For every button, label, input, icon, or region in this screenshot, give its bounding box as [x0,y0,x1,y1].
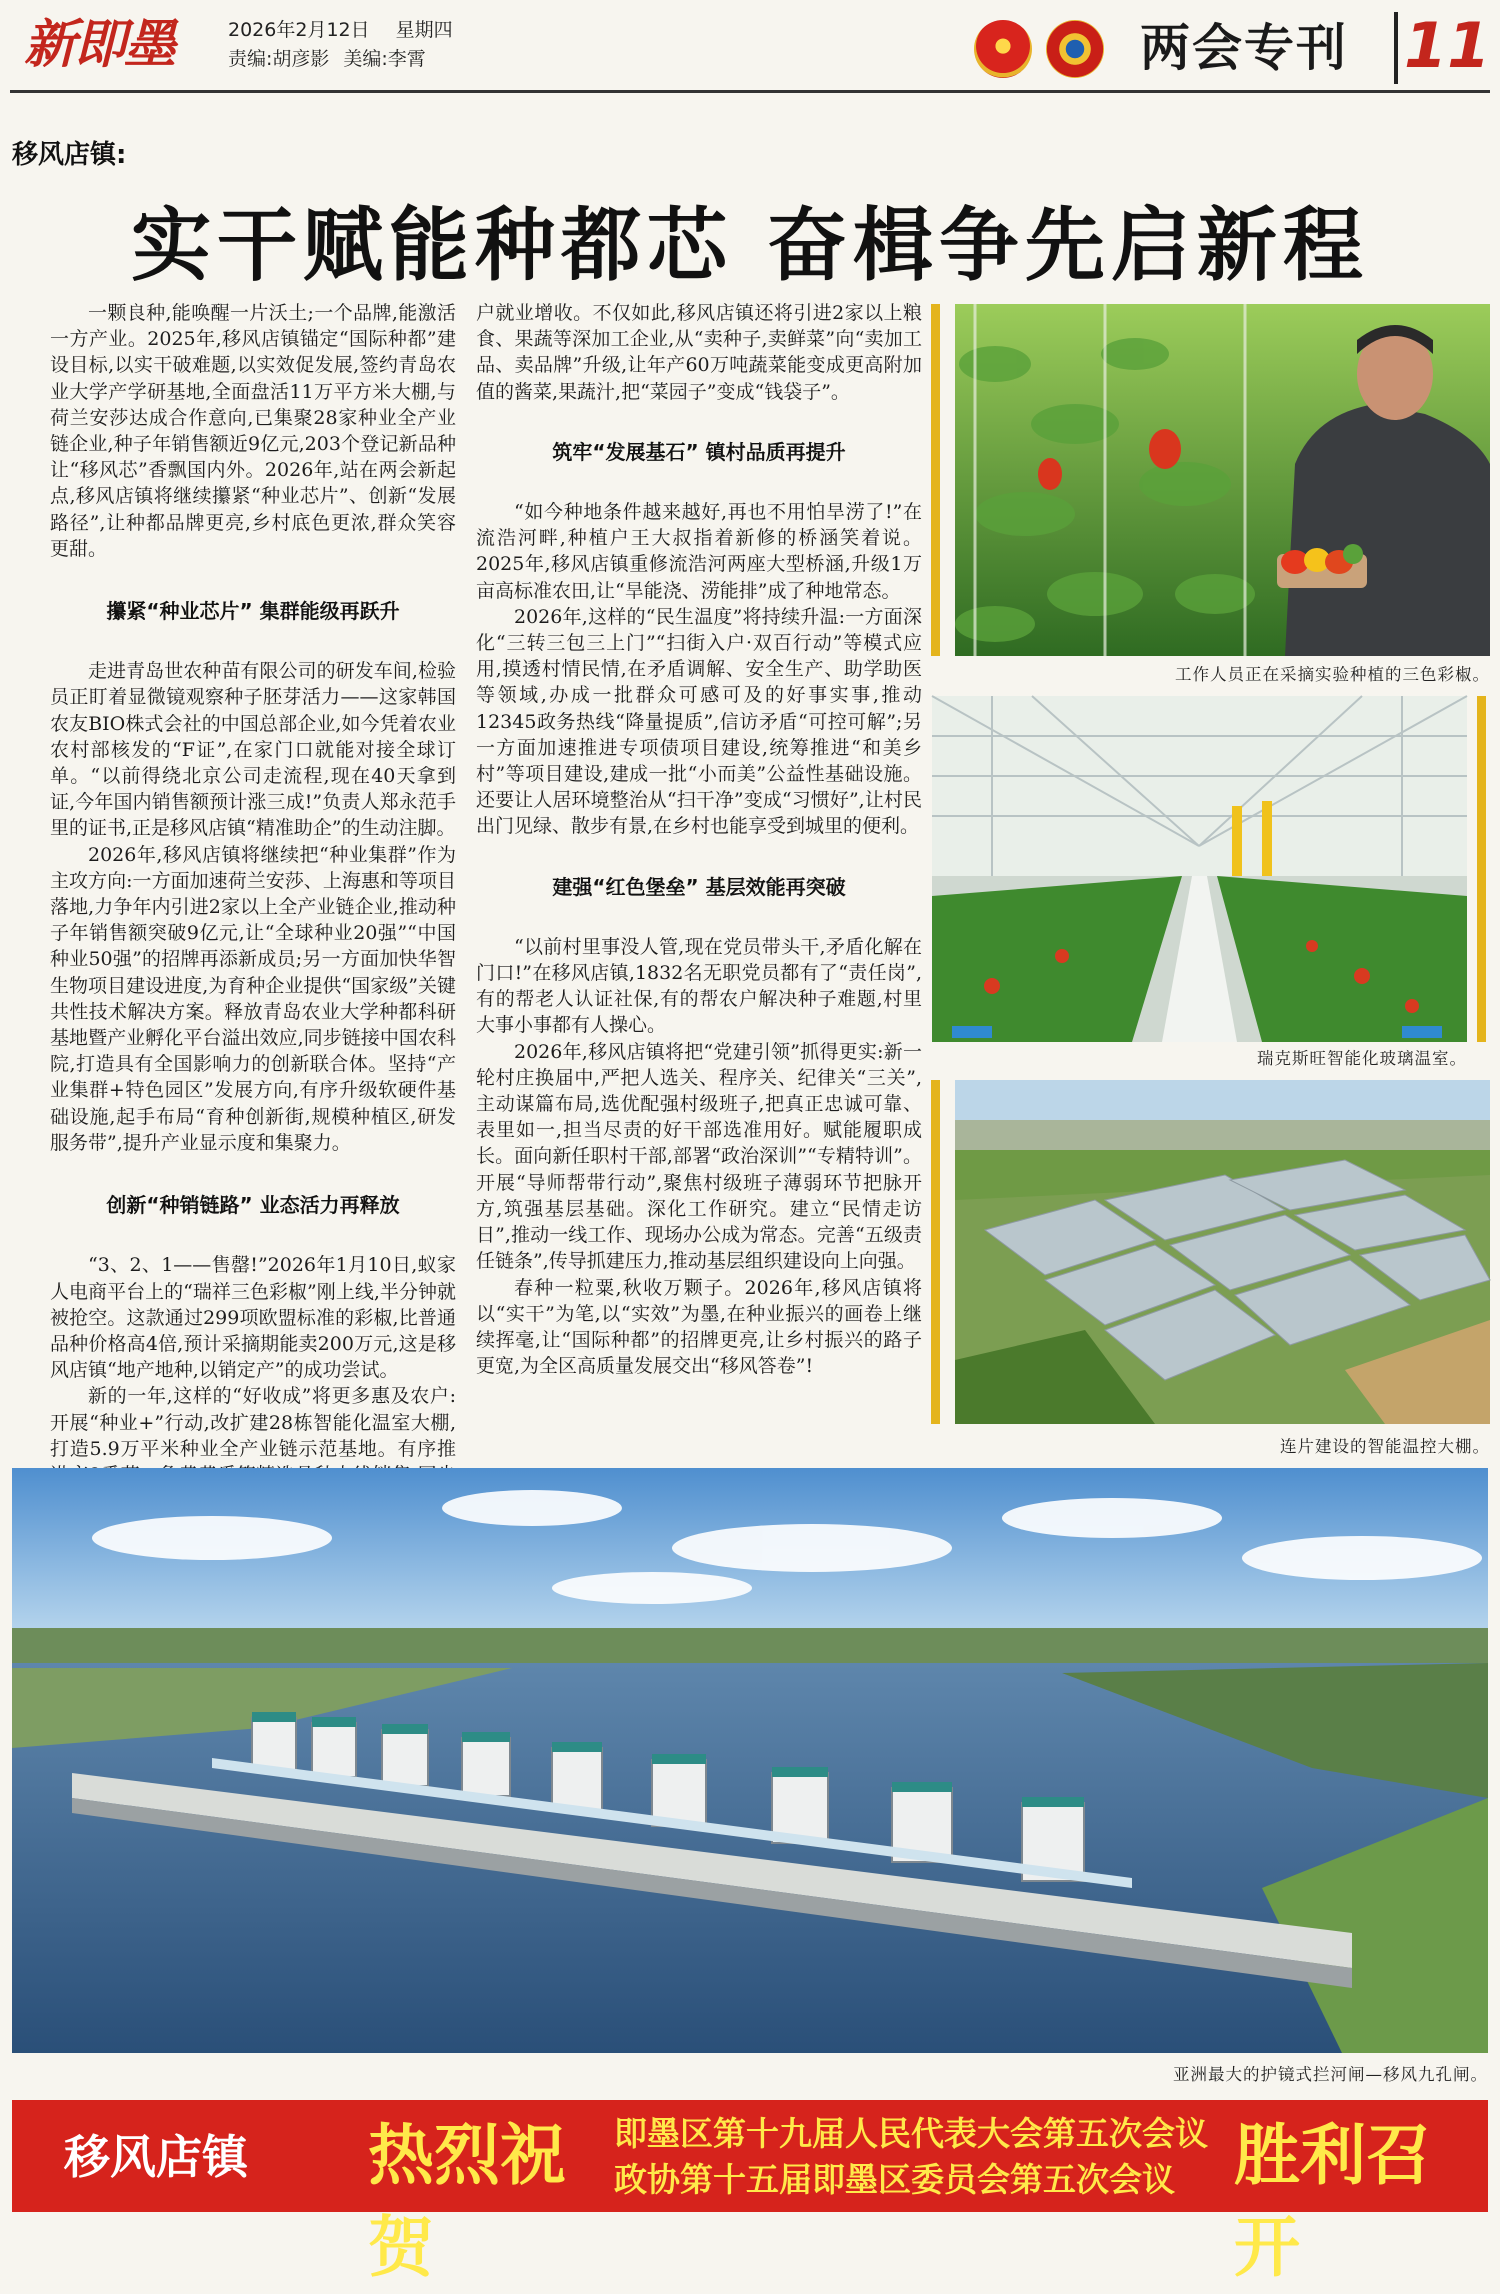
article-column-1 [50,300,456,1460]
masthead-logo: 新即墨 [24,14,175,75]
paragraph: “3、2、1——售罄!”2026年1月10日,蚁家人电商平台上的“瑞祥三色彩椒”刚上线,半分钟就被抢空。这款通过299项欧盟标准的彩椒,比普通品种价格高4倍,预计采摘期能卖200万元,这是移风店镇“地产地种,以销定产”的成功尝试。 [50,1254,456,1382]
header-divider [1394,12,1398,84]
page-number: 11 [1404,9,1491,82]
photo-glass-greenhouse [932,696,1467,1042]
section-title: 两会专刊 [1140,19,1348,77]
paragraph: 2026年,这样的“民生温度”将持续升温:一方面深化“三转三包三上门”“扫街入户·双百行动”等模式应用,摸透村情民情,在矛盾调解、安全生产、助学助医等领域,办成一批群众可感可及的好事实事,推动12345政务热线“降量提质”,信访矛盾“可控可解”;另一方面加速推进专项债项目建设,统筹推进“和美乡村”等项目建设,建成一批“小而美”公益性基础设施。还要让人居环境整治从“扫干净”变成“习惯好”,让村民出门见绿、散步有景,在乡村也能享受到城里的便利。 [476,605,922,838]
photo-caption: 瑞克斯旺智能化玻璃温室。 [1257,1049,1467,1068]
section-heading: 筑牢“发展基石” 镇村品质再提升 [552,439,846,464]
banner-meeting-line: 政协第十五届即墨区委员会第五次会议 [614,2160,1175,2199]
paragraph: 一颗良种,能唤醒一片沃土;一个品牌,能激活一方产业。2025年,移风店镇锚定“国际种都”建设目标,以实干破难题,以实效促发展,签约青岛农业大学产学研基地,全面盘活11万平方米大棚,与荷兰安莎达成合作意向,已集聚28家种业全产业链企业,种子年销售额近9亿元,203个登记新品种让“移风芯”香飘国内外。2026年,站在两会新起点,移风店镇将继续攥紧“种业芯片”、创新“发展路径”,让种都品牌更亮,乡村底色更浓,群众笑容更甜。 [50,302,456,560]
issue-weekday: 星期四 [395,19,453,41]
photo-pepper-harvest [955,304,1490,656]
paragraph: 新的一年,这样的“好收成”将更多惠及农户:开展“种业+”行动,改扩建28栋智能化温室大棚,打造5.9万平米种业全产业链示范基地。有序推 [50,1385,456,1460]
article-column-2 [476,300,922,1445]
banner-meeting-line: 即墨区第十九届人民代表大会第五次会议 [614,2114,1208,2153]
banner-meetings [614,2111,1234,2203]
paragraph: “如今种地条件越来越好,再也不用怕旱涝了!”在流浩河畔,种植户王大叔指着新修的桥涵笑着说。2025年,移风店镇重修流浩河两座大型桥涵,升级1万亩高标准农田,让“旱能浇、涝能排”成了种地常态。 [476,501,922,602]
photo-caption: 连片建设的智能温控大棚。 [1280,1437,1490,1456]
issue-date: 2026年2月12日 [228,19,370,41]
accent-bar [1477,696,1486,1042]
paragraph: 2026年,移风店镇将把“党建引领”抓得更实:新一轮村庄换届中,严把人选关、程序关、纪律关“三关”,主动谋篇布局,选优配强村级班子,把真正忠诚可靠、表里如一,担当尽责的好干部选准用好。赋能履职成长。面向新任职村干部,部署“政治深训”“专精特训”。开展“导师帮带行动”,聚焦村级班子薄弱环节把脉开方,筑强基层基础。深化工作研究。建立“民情走访日”,推动一线工作、现场办公成为常态。完善“五级责任链条”,传导抓建压力,推动基层组织建设向上向强。 [476,1040,922,1273]
photo-caption: 亚洲最大的护镜式拦河闸—移风九孔闸。 [1173,2065,1488,2084]
cppcc-emblem-icon [1046,20,1104,78]
article-headline: 实干赋能种都芯 奋楫争先启新程 [131,199,1369,292]
editor-credit: 责编:胡彦影 [228,48,330,70]
section-heading: 创新“种销链路” 业态活力再释放 [106,1193,400,1218]
header-info [228,16,488,74]
photo-river-sluice-gate [12,1468,1488,2053]
paragraph: 春种一粒粟,秋收万颗子。2026年,移风店镇将以“实干”为笔,以“实效”为墨,在种业振兴的画卷上继续挥毫,让“国际种都”的招牌更亮,让乡村振兴的路子更宽,为全区高质量发展交出“移风答卷”! [476,1276,922,1378]
paragraph: 户就业增收。不仅如此,移风店镇还将引进2家以上粮食、果蔬等深加工企业,从“卖种子,卖鲜菜”向“卖加工品、卖品牌”升级,让年产60万吨蔬菜能变成更高附加值的酱菜,果蔬汁,把“菜园子”变成“钱袋子”。 [476,302,922,403]
header-rule [10,90,1490,93]
accent-bar [931,1080,940,1424]
section-heading: 攥紧“种业芯片” 集群能级再跃升 [106,599,400,624]
photo-caption: 工作人员正在采摘实验种植的三色彩椒。 [1175,665,1490,684]
banner-congrats: 热烈祝贺 [368,2117,566,2286]
accent-bar [931,304,940,656]
paragraph: “以前村里事没人管,现在党员带头干,矛盾化解在门口!”在移风店镇,1832名无职党员都有了“责任岗”,有的帮老人认证社保,有的帮农户解决种子难题,村里大事小事都有人操心。 [476,935,922,1037]
article-subhead: 移风店镇: [12,140,127,170]
paragraph: 2026年,移风店镇将继续把“种业集群”作为主攻方向:一方面加速荷兰安莎、上海惠和等项目落地,力争年内引进2家以上全产业链企业,推动种子年销售额突破9亿元,让“全球种业20强”“中国种业50强”的招牌再添新成员;另一方面加快华智生物项目建设进度,为育种企业提供“国家级”关键共性技术解决方案。释放青岛农业大学种都科研基地暨产业孵化平台溢出效应,同步链接中国农科院,打造具有全国影响力的创新联合体。坚持“产业集群+特色园区”发展方向,有序升级软硬件基础设施,起手布局“育种创新街,规模种植区,研发服务带”,提升产业显示度和集聚力。 [50,843,456,1154]
banner-town-name: 移风店镇 [64,2130,248,2184]
paragraph: 走进青岛世农种苗有限公司的研发车间,检验员正盯着显微镜观察种子胚芽活力——这家韩国农友BIO株式会社的中国总部企业,如今凭着农业农村部核发的“F证”,在家门口就能对接全球订单。“以前得绕北京公司走流程,现在40天拿到证,今年国内销售额预计涨三成!”负责人郑永范手里的证书,正是移风店镇“精准助企”的生动注脚。 [50,660,456,840]
banner-closing: 胜利召开 [1234,2117,1432,2286]
section-heading: 建强“红色堡垒” 基层效能再突破 [552,874,846,899]
national-emblem-icon [974,20,1032,78]
photo-greenhouse-cluster [955,1080,1490,1424]
designer-credit: 美编:李霄 [343,48,426,70]
